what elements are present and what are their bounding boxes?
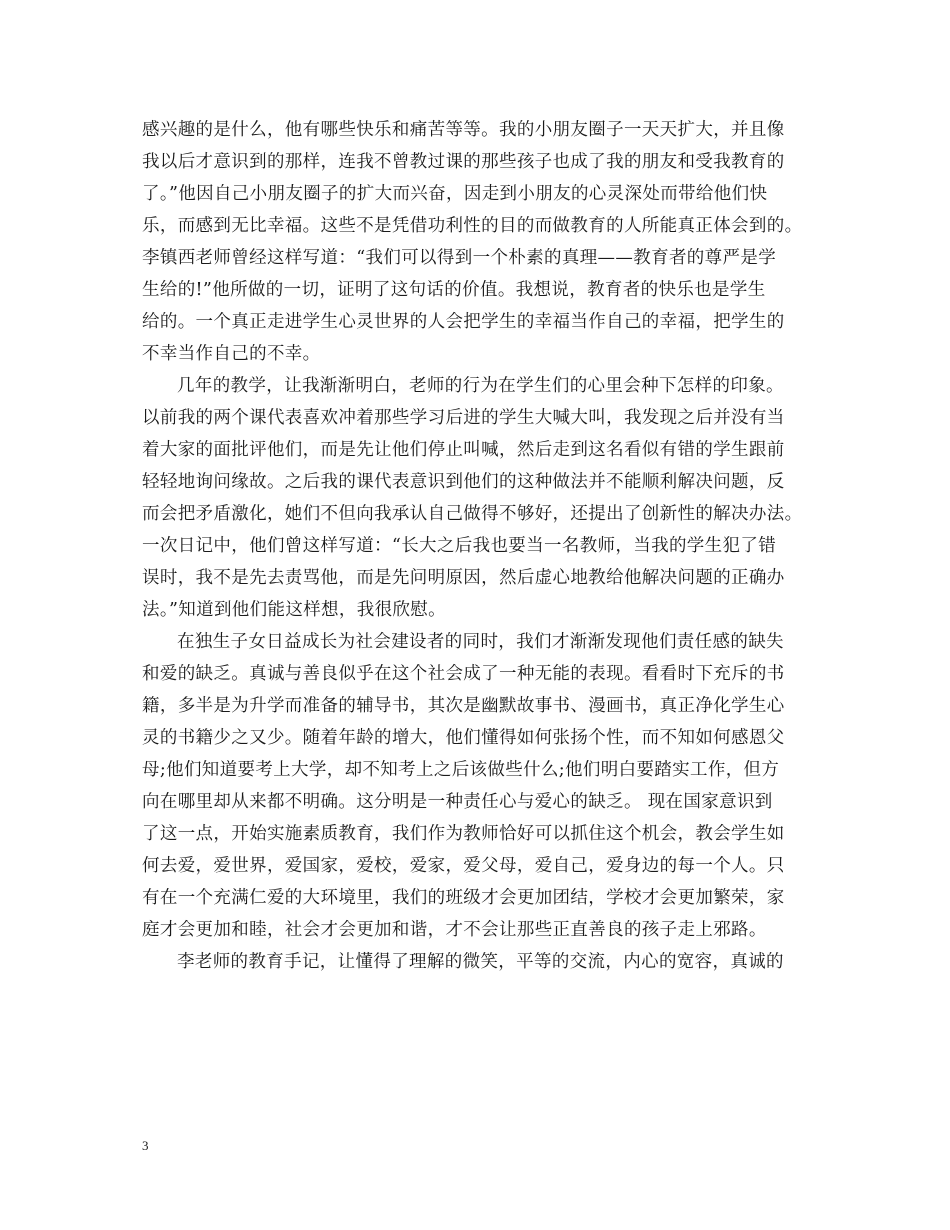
text-line: 了这一点，开始实施素质教育，我们作为教师恰好可以抓住这个机会，教会学生如 [142, 824, 785, 844]
paragraph-start-line: 在独生子女日益成长为社会建设者的同时，我们才渐渐发现他们责任感的缺失 [177, 632, 784, 652]
paragraph-start-line: 李老师的教育手记，让懂得了理解的微笑，平等的交流，内心的宽容，真诚的 [177, 952, 784, 972]
text-line: 给的。一个真正走进学生心灵世界的人会把学生的幸福当作自己的幸福，把学生的 [142, 312, 785, 332]
text-line: 生给的!”他所做的一切，证明了这句话的价值。我想说，教育者的快乐也是学生 [142, 280, 766, 300]
text-line: 着大家的面批评他们，而是先让他们停止叫喊，然后走到这名看似有错的学生跟前 [142, 440, 785, 460]
text-line: 不幸当作自己的不幸。 [142, 344, 321, 364]
text-line: 法。”知道到他们能这样想，我很欣慰。 [142, 600, 446, 620]
text-line: 感兴趣的是什么，他有哪些快乐和痛苦等等。我的小朋友圈子一天天扩大，并且像 [142, 120, 785, 140]
text-line: 了。”他因自己小朋友圈子的扩大而兴奋，因走到小朋友的心灵深处而带给他们快 [142, 184, 768, 204]
text-line: 向在哪里却从来都不明确。这分明是一种责任心与爱心的缺乏。 现在国家意识到 [142, 792, 773, 812]
text-line: 误时，我不是先去责骂他，而是先问明原因，然后虚心地教给他解决问题的正确办 [142, 568, 785, 588]
text-line: 有在一个充满仁爱的大环境里，我们的班级才会更加团结，学校才会更加繁荣，家 [142, 888, 785, 908]
text-line: 轻轻地询问缘故。之后我的课代表意识到他们的这种做法并不能顺利解决问题，反 [142, 472, 785, 492]
text-line: 母;他们知道要考上大学，却不知考上之后该做些什么;他们明白要踏实工作，但方 [142, 760, 780, 780]
text-line: 我以后才意识到的那样，连我不曾教过课的那些孩子也成了我的朋友和受我教育的 [142, 152, 785, 172]
body-text [142, 114, 810, 978]
text-line: 庭才会更加和睦，社会才会更加和谐，才不会让那些正直善良的孩子走上邪路。 [142, 920, 767, 940]
text-line: 和爱的缺乏。真诚与善良似乎在这个社会成了一种无能的表现。看看时下充斥的书 [142, 664, 785, 684]
paragraph-start-line: 几年的教学，让我渐渐明白，老师的行为在学生们的心里会种下怎样的印象。 [177, 376, 784, 396]
text-line: 以前我的两个课代表喜欢冲着那些学习后进的学生大喊大叫，我发现之后并没有当 [142, 408, 785, 428]
text-line: 乐，而感到无比幸福。这些不是凭借功利性的目的而做教育的人所能真正体会到的。 [142, 216, 803, 236]
text-line: 何去爱，爱世界，爱国家，爱校，爱家，爱父母，爱自己，爱身边的每一个人。只 [142, 856, 785, 876]
text-line: 而会把矛盾激化，她们不但向我承认自己做得不够好，还提出了创新性的解决办法。 [142, 504, 803, 524]
page-number: 3 [142, 1138, 149, 1153]
text-line: 籍，多半是为升学而准备的辅导书，其次是幽默故事书、漫画书，真正净化学生心 [142, 696, 785, 716]
text-line: 一次日记中，他们曾这样写道：“长大之后我也要当一名教师，当我的学生犯了错 [142, 536, 777, 556]
text-line: 李镇西老师曾经这样写道：“我们可以得到一个朴素的真理——教育者的尊严是学 [142, 248, 777, 268]
text-line: 灵的书籍少之又少。随着年龄的增大，他们懂得如何张扬个性，而不知如何感恩父 [142, 728, 785, 748]
